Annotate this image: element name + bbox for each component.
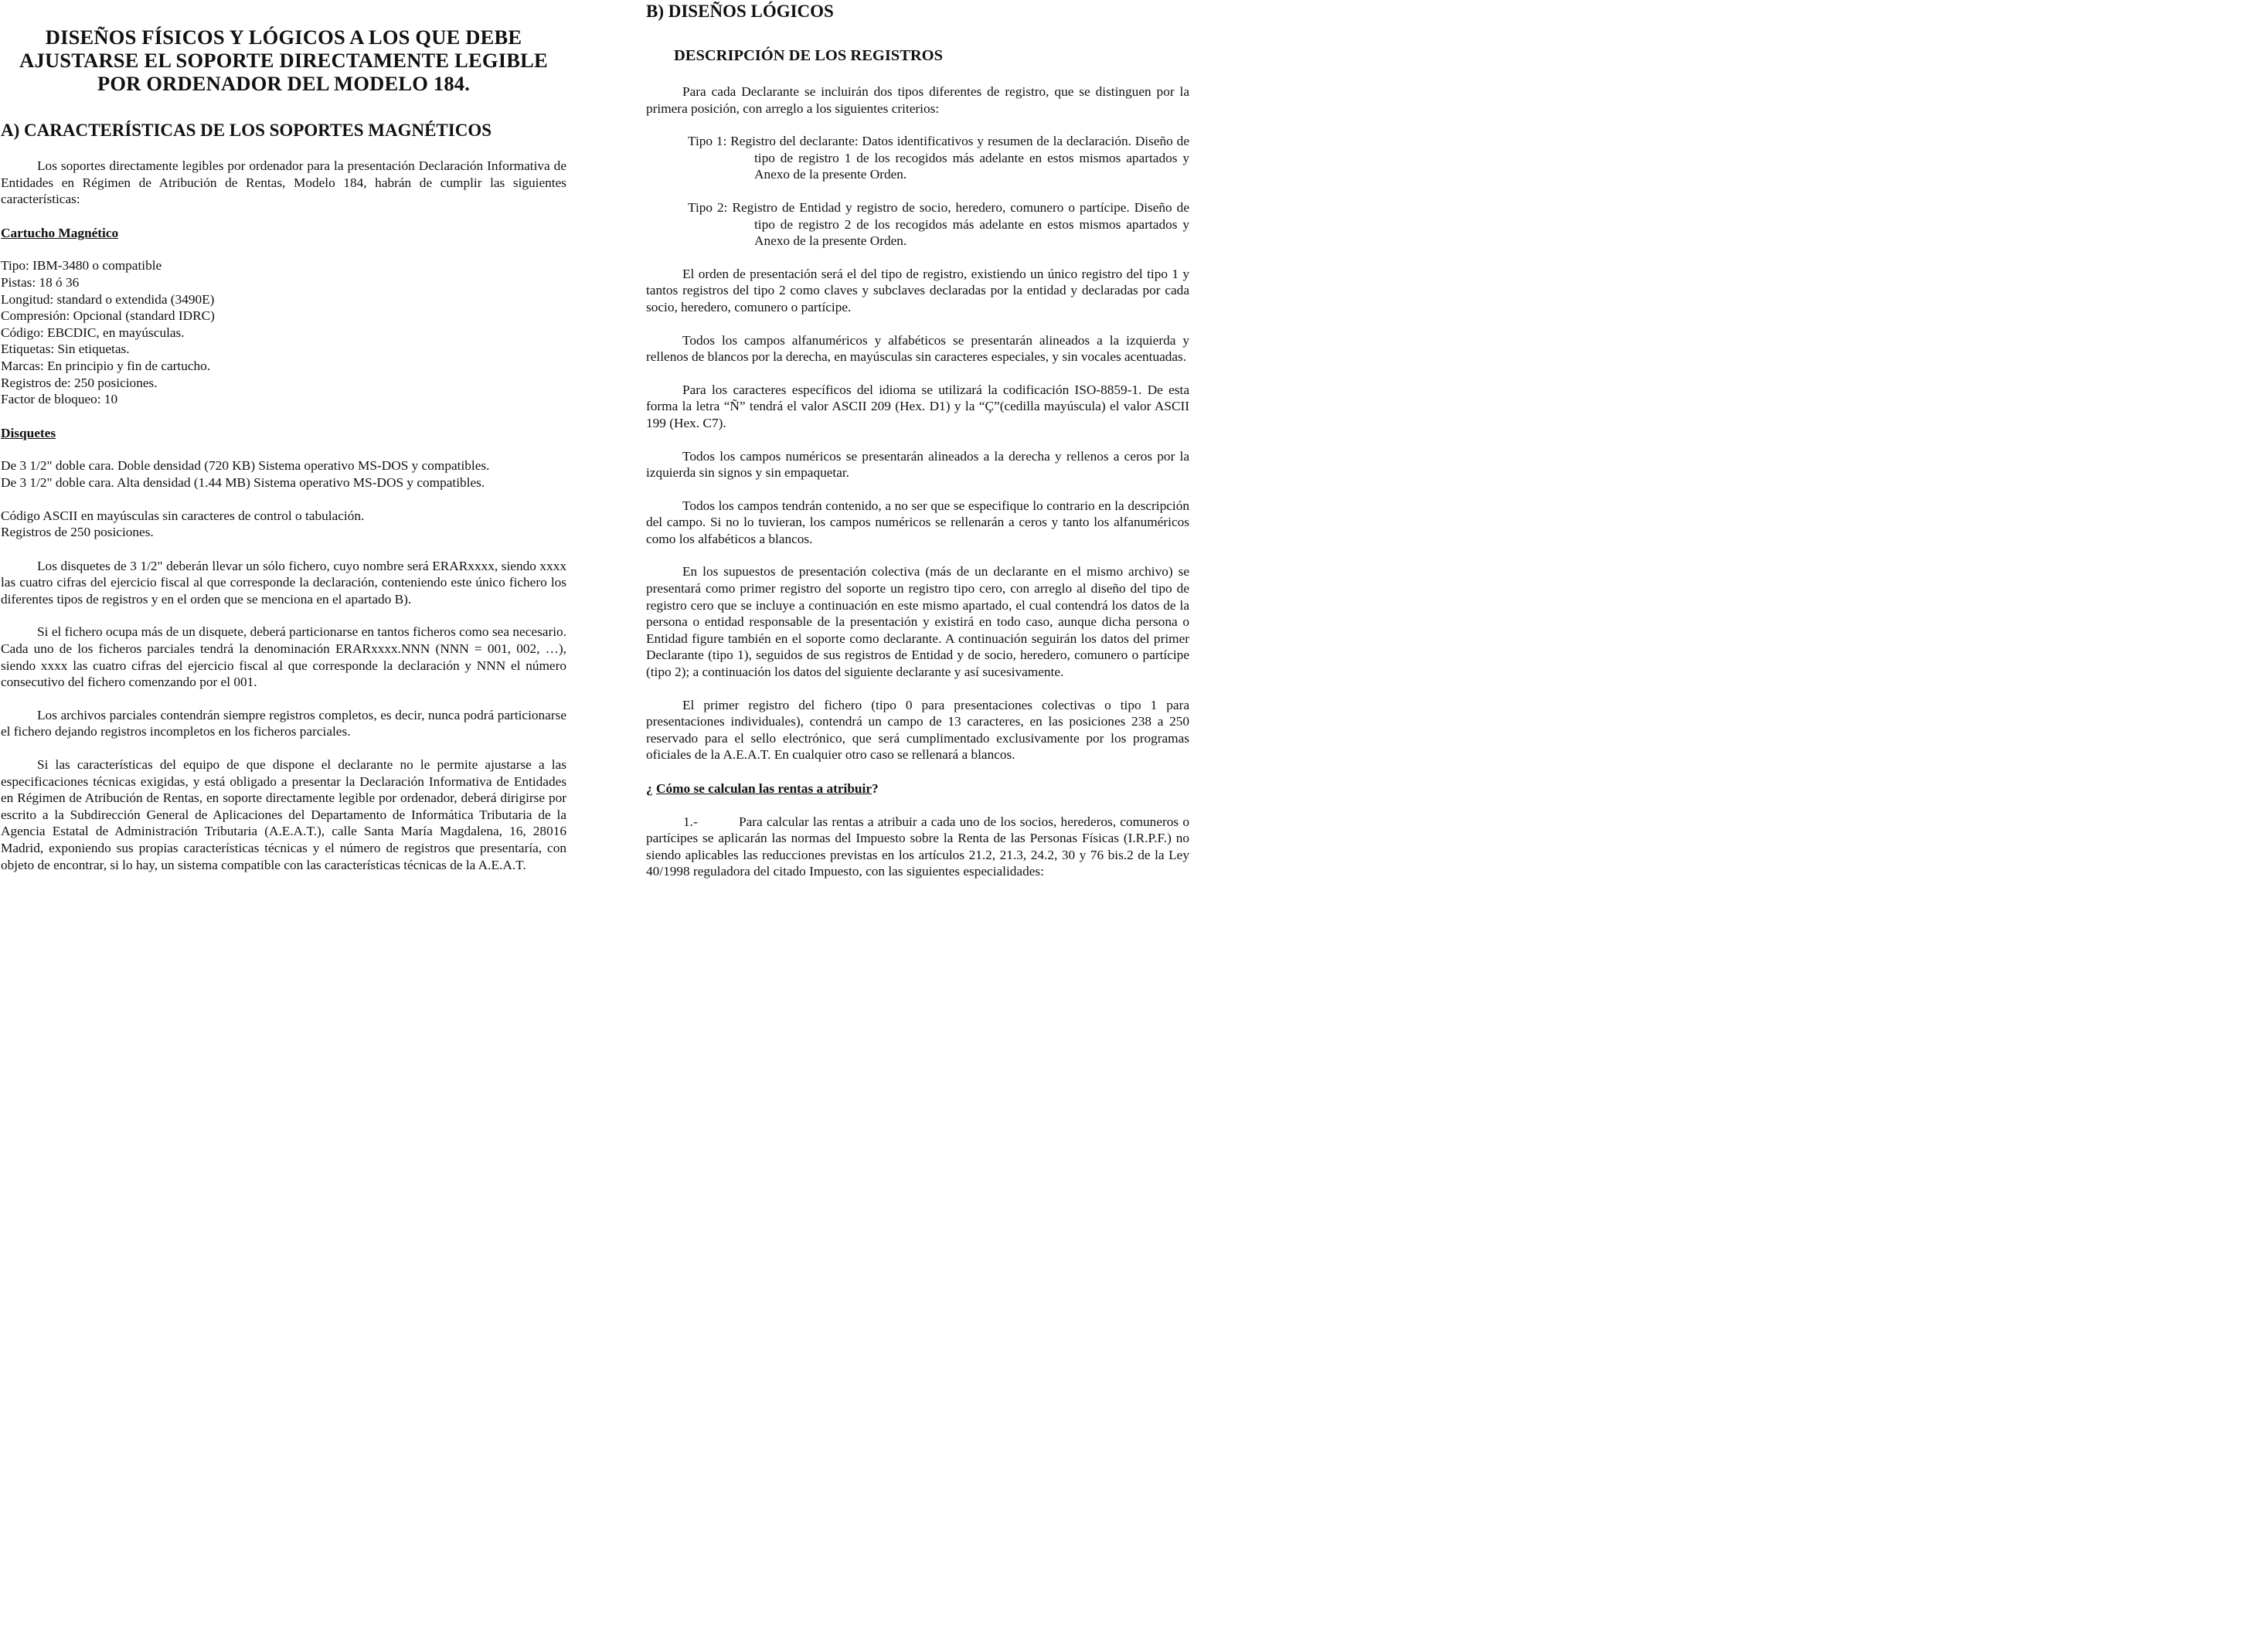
left-column: [1, 0, 566, 873]
codigo-ascii-block: [1, 508, 566, 541]
tipo-2-description: Tipo 2: Registro de Entidad y registro de socio, heredero, comunero o partícipe. Diseño de tipo de registro 2 de los recogidos más adelante en estos mismos apartados y Anexo de la presente Orden.: [688, 199, 1189, 249]
right-column: [646, 0, 1189, 880]
paragraph-equipo: Si las características del equipo de que dispone el declarante no le permite ajustarse a las especificaciones técnicas exigidas, y está obligado a presentar la Declaración Informativa de Entidades en Régimen de Atribución de Rentas, en soporte directamente legible por ordenador, deberá dirigirse por escrito a la Subdirección General de Aplicaciones del Departamento de Informática Tributaria de la Agencia Estatal de Administración Tributaria (A.E.A.T.), calle Santa María Magdalena, 16, 28016 Madrid, exponiendo sus propias características técnicas y el número de registros que presentaría, con objeto de encontrar, si lo hay, un sistema compatible con las características técnicas de la A.E.A.T.: [1, 757, 566, 872]
item-1-first-line: [646, 814, 1189, 831]
spec-factor-bloqueo: Factor de bloqueo: 10: [1, 392, 118, 407]
spec-pistas: Pistas: 18 ó 36: [1, 274, 80, 290]
paragraph-archivos-parciales: Los archivos parciales contendrán siempre registros completos, es decir, nunca podrá particionarse el fichero dejando registros incompletos en los ficheros parciales.: [1, 707, 566, 739]
intro-paragraph: Los soportes directamente legibles por ordenador para la presentación Declaración Informativa de Entidades en Régimen de Atribución de Rentas, Modelo 184, habrán de cumplir las siguientes características:: [1, 158, 566, 207]
spec-compresion: Compresión: Opcional (standard IDRC): [1, 308, 215, 324]
spec-marcas: Marcas: En principio y fin de cartucho.: [1, 358, 211, 373]
question-close-mark: ?: [872, 781, 879, 796]
disquetes-specs-list: [1, 457, 566, 491]
paragraph-alfanumericos: Todos los campos alfanuméricos y alfabéticos se presentarán alineados a la izquierda y rellenos de blancos por la derecha, en mayúsculas sin caracteres especiales, y sin vocales acentuadas.: [646, 332, 1189, 365]
paragraph-primer-registro: El primer registro del fichero (tipo 0 para presentaciones colectivas o tipo 1 para presentaciones individuales), contendrá un campo de 13 caracteres, en las posiciones 238 a 250 reservado para el sello electrónico, que será cumplimentado exclusivamente por los programas oficiales de la A.E.A.T. En cualquier otro caso se rellenará a blancos.: [646, 697, 1189, 763]
title-line-3: POR ORDENADOR DEL MODELO 184.: [97, 72, 471, 95]
question-heading: [646, 780, 1189, 797]
title-line-2: AJUSTARSE EL SOPORTE DIRECTAMENTE LEGIBLE: [19, 49, 548, 72]
paragraph-numericos: Todos los campos numéricos se presentarán alineados a la derecha y rellenos a ceros por la izquierda sin signos y sin empaquetar.: [646, 448, 1189, 481]
cartucho-heading: Cartucho Magnético: [1, 225, 119, 240]
tipo-1-description: Tipo 1: Registro del declarante: Datos identificativos y resumen de la declaración. Diseño de tipo de registro 1 de los recogidos más adelante en estos mismos apartados y Anexo de la presente Orden.: [688, 134, 1189, 182]
item-1-first-text: Para calcular las rentas a atribuir a cada uno de los socios, herederos, comuneros o: [739, 814, 1189, 829]
registros-250-line: Registros de 250 posiciones.: [1, 525, 154, 540]
question-open-mark: ¿: [646, 781, 653, 796]
item-1-number: 1.-: [683, 814, 698, 829]
spec-registros: Registros de: 250 posiciones.: [1, 375, 158, 390]
disquetes-heading: Disquetes: [1, 425, 56, 440]
paragraph-caracteres: Para los caracteres específicos del idioma se utilizará la codificación ISO-8859-1. De esta forma la letra “Ñ” tendrá el valor ASCII 209 (Hex. D1) y la “Ç”(cedilla mayúscula) el valor ASCII 199 (Hex. C7).: [646, 382, 1189, 430]
paragraph-particion: Si el fichero ocupa más de un disquete, deberá particionarse en tantos ficheros como sea necesario. Cada uno de los ficheros parciales tendrá la denominación ERARxxxx.NNN (NNN = 001, 002, …), siendo xxxx las cuatro cifras del ejercicio fiscal al que corresponde la declaración y NNN el número consecutivo del fichero comenzando por el 001.: [1, 624, 566, 690]
cartucho-specs-list: [1, 257, 566, 407]
paragraph-colectiva: En los supuestos de presentación colectiva (más de un declarante en el mismo archivo) se presentará como primer registro del soporte un registro tipo cero, con arreglo al diseño del tipo de registro cero que se incluye a continuación en este mismo apartado, el cual contendrá los datos de la persona o entidad responsable de la presentación y existirá en todo caso, aunque dicha persona o Entidad figure también en el soporte como declarante. A continuación seguirán los datos del primer Declarante (tipo 1), seguidos de sus registros de Entidad y de socio, heredero, comunero o partícipe (tipo 2); a continuación los datos del siguiente declarante y así sucesivamente.: [646, 564, 1189, 680]
spec-codigo: Código: EBCDIC, en mayúsculas.: [1, 325, 185, 340]
codigo-ascii-line: Código ASCII en mayúsculas sin caracteres de control o tabulación.: [1, 508, 365, 523]
paragraph-tipos: Para cada Declarante se incluirán dos tipos diferentes de registro, que se distinguen por la primera posición, con arreglo a los siguientes criterios:: [646, 84, 1189, 116]
document-title: [1, 25, 566, 95]
paragraph-contenido: Todos los campos tendrán contenido, a no ser que se especifique lo contrario en la descripción del campo. Si no lo tuvieran, los campos numéricos se rellenarán a ceros y tanto los alfanuméricos como los alfabéticos a blancos.: [646, 498, 1189, 546]
item-1-continuation: partícipes se aplicarán las normas del Impuesto sobre la Renta de las Personas Físicas (I.R.P.F.) no siendo aplicables las reducciones previstas en los artículos 21.2, 21.3, 24.2, 30 y 76 bis.2 de la Ley 40/1998 reguladora del citado Impuesto, con las siguientes especialidades:: [646, 831, 1189, 879]
title-line-1: DISEÑOS FÍSICOS Y LÓGICOS A LOS QUE DEBE: [45, 25, 522, 49]
paragraph-orden: El orden de presentación será el del tipo de registro, existiendo un único registro del tipo 1 y tantos registros del tipo 2 como claves y subclaves declaradas por la entidad y declaradas por cada socio, heredero, comunero o partícipe.: [646, 266, 1189, 314]
paragraph-disquetes-fichero: Los disquetes de 3 1/2" deberán llevar un sólo fichero, cuyo nombre será ERARxxxx, siendo xxxx las cuatro cifras del ejercicio fiscal al que corresponde la declaración, conteniendo este único fichero los diferentes tipos de registros y en el orden que se menciona en el apartado B).: [1, 558, 566, 607]
question-text: Cómo se calculan las rentas a atribuir: [655, 781, 872, 796]
section-a-heading: A) CARACTERÍSTICAS DE LOS SOPORTES MAGNÉTICOS: [1, 121, 492, 140]
disquete-doble-densidad: De 3 1/2" doble cara. Doble densidad (720 KB) Sistema operativo MS-DOS y compatibles.: [1, 458, 490, 474]
section-b-heading: B) DISEÑOS LÓGICOS: [646, 2, 834, 21]
spec-longitud: Longitud: standard o extendida (3490E): [1, 291, 215, 307]
registros-heading: DESCRIPCIÓN DE LOS REGISTROS: [674, 47, 944, 64]
disquete-alta-densidad: De 3 1/2" doble cara. Alta densidad (1.44 MB) Sistema operativo MS-DOS y compatibles.: [1, 474, 485, 490]
spec-tipo: Tipo: IBM-3480 o compatible: [1, 258, 162, 274]
spec-etiquetas: Etiquetas: Sin etiquetas.: [1, 342, 130, 357]
